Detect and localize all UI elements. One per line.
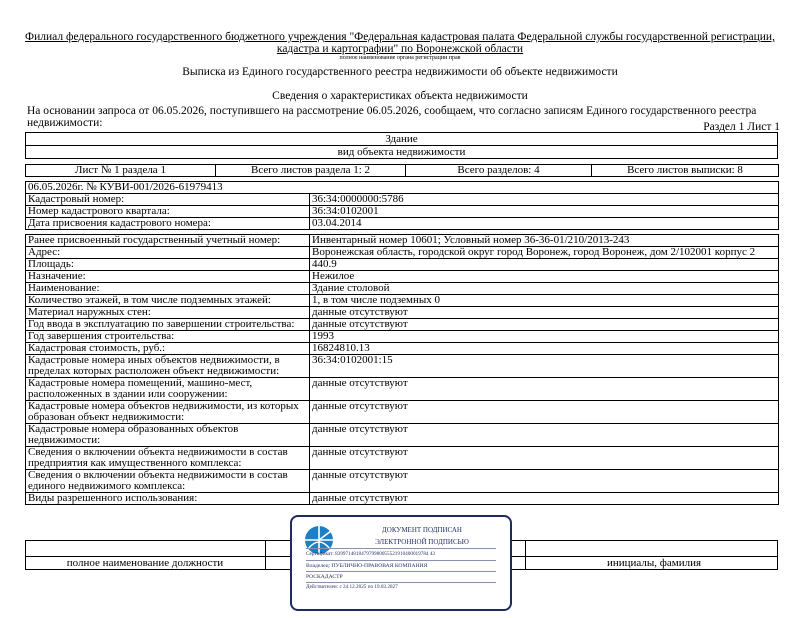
stamp-certificate: Сертификат: 839971481847979980055521910400019784 43: [306, 551, 436, 557]
intro-text: На основании запроса от 06.05.2026, поступившего на рассмотрение 06.05.2026, сообщаем, что согласно записям Единого государственного реестра недвижимости:: [27, 105, 757, 129]
row-value: данные отсутствуют: [310, 307, 779, 319]
row-label: Кадастровые номера объектов недвижимости, из которых образован объект недвижимости:: [26, 401, 310, 424]
row-value: 36:34:0000000:5786: [310, 194, 779, 206]
row-label: Сведения о включении объекта недвижимости в состав единого недвижимого комплекса:: [26, 470, 310, 493]
row-label: Кадастровые номера помещений, машино-мест, расположенных в здании или сооружении:: [26, 378, 310, 401]
row-label: Ранее присвоенный государственный учетный номер:: [26, 235, 310, 247]
stamp-subtitle: ЭЛЕКТРОННОЙ ПОДПИСЬЮ: [375, 538, 469, 546]
total-extract-sheets: Всего листов выписки: 8: [592, 165, 779, 177]
characteristics-body: [26, 182, 779, 505]
org-name-caption: полное наименование органа регистрации прав: [339, 55, 461, 61]
initials-caption: инициалы, фамилия: [606, 557, 702, 569]
characteristics-table: [25, 181, 779, 505]
row-value: 1, в том числе подземных 0: [310, 295, 779, 307]
table-row: [26, 271, 779, 283]
row-label: Наименование:: [26, 283, 310, 295]
row-value: данные отсутствуют: [310, 378, 779, 401]
row-label: Площадь:: [26, 259, 310, 271]
org-name-line1: Филиал федерального государственного бюджетного учреждения "Федеральная кадастровая палата Федеральной службы государственной регистрации,: [25, 31, 775, 43]
table-row: [26, 355, 779, 378]
row-value: 36:34:0102001:15: [310, 355, 779, 378]
stamp-divider: [306, 560, 496, 561]
row-value: 16824810.13: [310, 343, 779, 355]
table-row: [26, 343, 779, 355]
position-caption: полное наименование должности: [66, 557, 224, 569]
signature-divider: [265, 540, 266, 569]
row-value: Воронежская область, городской округ город Воронеж, город Воронеж, дом 2/102001 корпус 2: [310, 247, 779, 259]
table-row: [26, 331, 779, 343]
extract-title: Выписка из Единого государственного реестра недвижимости об объекте недвижимости: [182, 66, 618, 78]
stamp-divider: [306, 582, 496, 583]
row-value: Инвентарный номер 10601; Условный номер 36-36-01/210/2013-243: [310, 235, 779, 247]
table-row: [26, 295, 779, 307]
section-title: Сведения о характеристиках объекта недвижимости: [272, 90, 528, 102]
table-row: [26, 470, 779, 493]
total-parts: Всего разделов: 4: [406, 165, 592, 177]
table-row: [26, 401, 779, 424]
stamp-divider: [306, 571, 496, 572]
total-section-sheets: Всего листов раздела 1: 2: [216, 165, 406, 177]
table-row: [26, 283, 779, 295]
table-row: [26, 259, 779, 271]
row-label: Количество этажей, в том числе подземных этажей:: [26, 295, 310, 307]
sheets-table: [25, 164, 779, 177]
table-row: [26, 218, 779, 230]
org-name-line2: кадастра и картографии" по Воронежской области: [276, 43, 524, 55]
stamp-owner-name: РОСКАДАСТР: [306, 574, 343, 580]
row-value: Здание столовой: [310, 283, 779, 295]
row-label: Год ввода в эксплуатацию по завершении строительства:: [26, 319, 310, 331]
row-label: Год завершения строительства:: [26, 331, 310, 343]
row-label: Материал наружных стен:: [26, 307, 310, 319]
stamp-validity: Действителен: с 24.12.2025 по 19.03.2027: [306, 584, 398, 590]
signature-divider: [525, 540, 526, 569]
row-label: Адрес:: [26, 247, 310, 259]
row-value: 03.04.2014: [310, 218, 779, 230]
table-row: [26, 493, 779, 505]
table-row: [26, 235, 779, 247]
row-value: 36:34:0102001: [310, 206, 779, 218]
stamp-owner: Владелец: ПУБЛИЧНО-ПРАВОВАЯ КОМПАНИЯ: [306, 563, 428, 569]
table-row: [26, 319, 779, 331]
row-value: 440.9: [310, 259, 779, 271]
row-label: Номер кадастрового квартала:: [26, 206, 310, 218]
row-label: Назначение:: [26, 271, 310, 283]
row-value: данные отсутствуют: [310, 319, 779, 331]
row-value: данные отсутствуют: [310, 424, 779, 447]
row-label: Кадастровые номера образованных объектов недвижимости:: [26, 424, 310, 447]
row-value: данные отсутствуют: [310, 493, 779, 505]
object-type-table: [25, 132, 778, 159]
row-label: Виды разрешенного использования:: [26, 493, 310, 505]
section-sheet-ref: Раздел 1 Лист 1: [703, 121, 780, 133]
table-row: [26, 247, 779, 259]
row-value: данные отсутствуют: [310, 401, 779, 424]
object-type: Здание: [26, 133, 778, 146]
row-value: данные отсутствуют: [310, 470, 779, 493]
table-row: [26, 194, 779, 206]
table-row: [26, 447, 779, 470]
row-label: Кадастровая стоимость, руб.:: [26, 343, 310, 355]
row-label: Кадастровые номера иных объектов недвижимости, в пределах которых расположен объект недвижимости:: [26, 355, 310, 378]
table-row: [26, 378, 779, 401]
stamp-title: ДОКУМЕНТ ПОДПИСАН: [382, 526, 462, 534]
row-label: Кадастровый номер:: [26, 194, 310, 206]
stamp-divider: [306, 548, 496, 549]
row-value: данные отсутствуют: [310, 447, 779, 470]
row-label: Сведения о включении объекта недвижимости в состав предприятия как имущественного комплекса:: [26, 447, 310, 470]
row-value: 1993: [310, 331, 779, 343]
request-reference: 06.05.2026г. № КУВИ-001/2026-61979413: [26, 182, 779, 194]
row-value: Нежилое: [310, 271, 779, 283]
row-label: Дата присвоения кадастрового номера:: [26, 218, 310, 230]
electronic-signature-stamp: [290, 515, 512, 611]
object-type-caption: вид объекта недвижимости: [26, 146, 778, 159]
table-row: [26, 206, 779, 218]
table-row: [26, 307, 779, 319]
table-row: [26, 424, 779, 447]
sheet-number: Лист № 1 раздела 1: [26, 165, 216, 177]
